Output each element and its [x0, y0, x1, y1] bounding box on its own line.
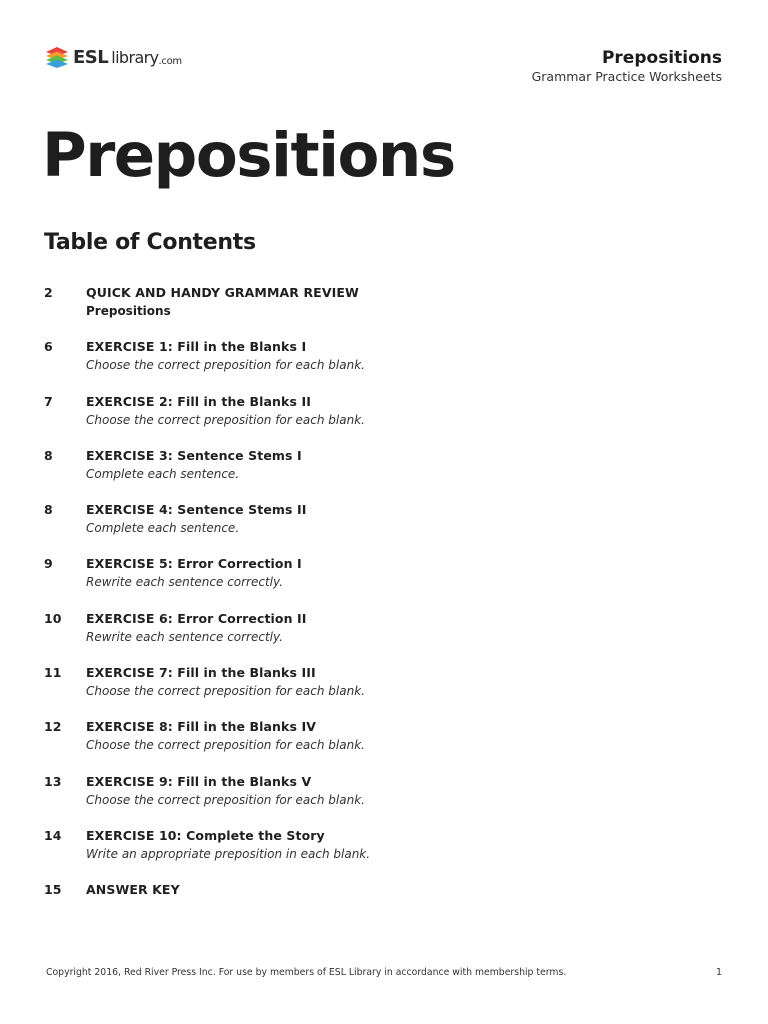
toc-page-number: 7: [44, 393, 53, 409]
toc-page-number: 6: [44, 339, 53, 355]
toc-entry-title: EXERCISE 5: Error Correction I: [86, 556, 302, 572]
toc-entry-description: Choose the correct preposition for each blank.: [86, 684, 365, 699]
toc-entry: [44, 555, 684, 609]
toc-page-number: 14: [44, 827, 62, 843]
toc-entry-body: [86, 338, 365, 374]
esl-library-logo: [44, 44, 182, 70]
toc-entry-title: ANSWER KEY: [86, 882, 180, 898]
logo-text-library: library: [111, 47, 159, 67]
toc-entry-title: EXERCISE 2: Fill in the Blanks II: [86, 393, 311, 409]
toc-entry-description: Rewrite each sentence correctly.: [86, 575, 283, 590]
toc-entry-title: QUICK AND HANDY GRAMMAR REVIEW: [86, 285, 359, 300]
toc-entry-title: EXERCISE 10: Complete the Story: [86, 827, 325, 843]
toc-entry-body: [86, 664, 365, 700]
toc-entry: [44, 773, 684, 827]
toc-entry: [44, 393, 684, 447]
toc-entry-title: EXERCISE 4: Sentence Stems II: [86, 502, 307, 518]
toc-entry-body: [86, 501, 307, 537]
toc-page-number: 13: [44, 773, 62, 789]
toc-entry-description: Write an appropriate preposition in each blank.: [86, 846, 371, 861]
toc-page-number: 12: [44, 719, 62, 735]
toc-heading: Table of Contents: [44, 230, 256, 255]
toc-entry-title: EXERCISE 1: Fill in the Blanks I: [86, 339, 307, 355]
toc-page-number: 11: [44, 665, 62, 681]
toc-entry: [44, 610, 684, 664]
toc-page-number: 10: [44, 610, 62, 626]
header-title: Prepositions: [601, 48, 722, 68]
toc-entry: [44, 881, 684, 935]
toc-entry-title: EXERCISE 6: Error Correction II: [86, 610, 307, 626]
document-header: [532, 48, 722, 86]
footer-page-number: 1: [715, 967, 722, 978]
toc-page-number: 15: [44, 882, 62, 898]
page-title: Prepositions: [42, 120, 455, 191]
toc-page-number: 8: [44, 447, 53, 463]
toc-entry-body: [86, 881, 180, 899]
toc-entry-title: EXERCISE 8: Fill in the Blanks IV: [86, 719, 316, 735]
toc-page-number: 9: [44, 556, 53, 572]
toc-entry-body: [86, 284, 359, 320]
toc-entry-body: [86, 610, 307, 646]
toc-entry-description: Complete each sentence.: [86, 466, 240, 481]
toc-entry: [44, 447, 684, 501]
toc-page-number: 8: [44, 502, 53, 518]
toc-entry: [44, 718, 684, 772]
toc-entry-body: [86, 718, 365, 754]
logo-text-com: .com: [158, 56, 182, 67]
header-subtitle: Grammar Practice Worksheets: [531, 69, 722, 84]
toc-entry: [44, 501, 684, 555]
table-of-contents: [44, 284, 684, 936]
toc-entry-body: [86, 555, 302, 591]
toc-entry: [44, 664, 684, 718]
toc-entry-description: Prepositions: [86, 304, 171, 318]
toc-entry-description: Choose the correct preposition for each blank.: [86, 358, 365, 373]
toc-page-number: 2: [44, 285, 53, 300]
toc-entry-description: Complete each sentence.: [86, 521, 240, 536]
toc-entry: [44, 284, 684, 338]
toc-entry-description: Choose the correct preposition for each blank.: [86, 412, 365, 427]
toc-entry-body: [86, 447, 302, 483]
toc-entry: [44, 338, 684, 392]
stacked-books-icon: [44, 44, 70, 70]
toc-entry-description: Choose the correct preposition for each blank.: [86, 738, 365, 753]
logo-text-esl: ESL: [73, 46, 109, 68]
toc-entry: [44, 827, 684, 881]
toc-entry-title: EXERCISE 9: Fill in the Blanks V: [86, 773, 312, 789]
toc-entry-body: [86, 827, 370, 863]
toc-entry-title: EXERCISE 3: Sentence Stems I: [86, 447, 302, 463]
toc-entry-body: [86, 773, 365, 809]
toc-entry-body: [86, 393, 365, 429]
toc-entry-description: Rewrite each sentence correctly.: [86, 629, 283, 644]
footer-copyright: Copyright 2016, Red River Press Inc. For use by members of ESL Library in accordance with membership terms.: [46, 967, 567, 978]
toc-entry-description: Choose the correct preposition for each blank.: [86, 792, 365, 807]
toc-entry-title: EXERCISE 7: Fill in the Blanks III: [86, 665, 316, 681]
